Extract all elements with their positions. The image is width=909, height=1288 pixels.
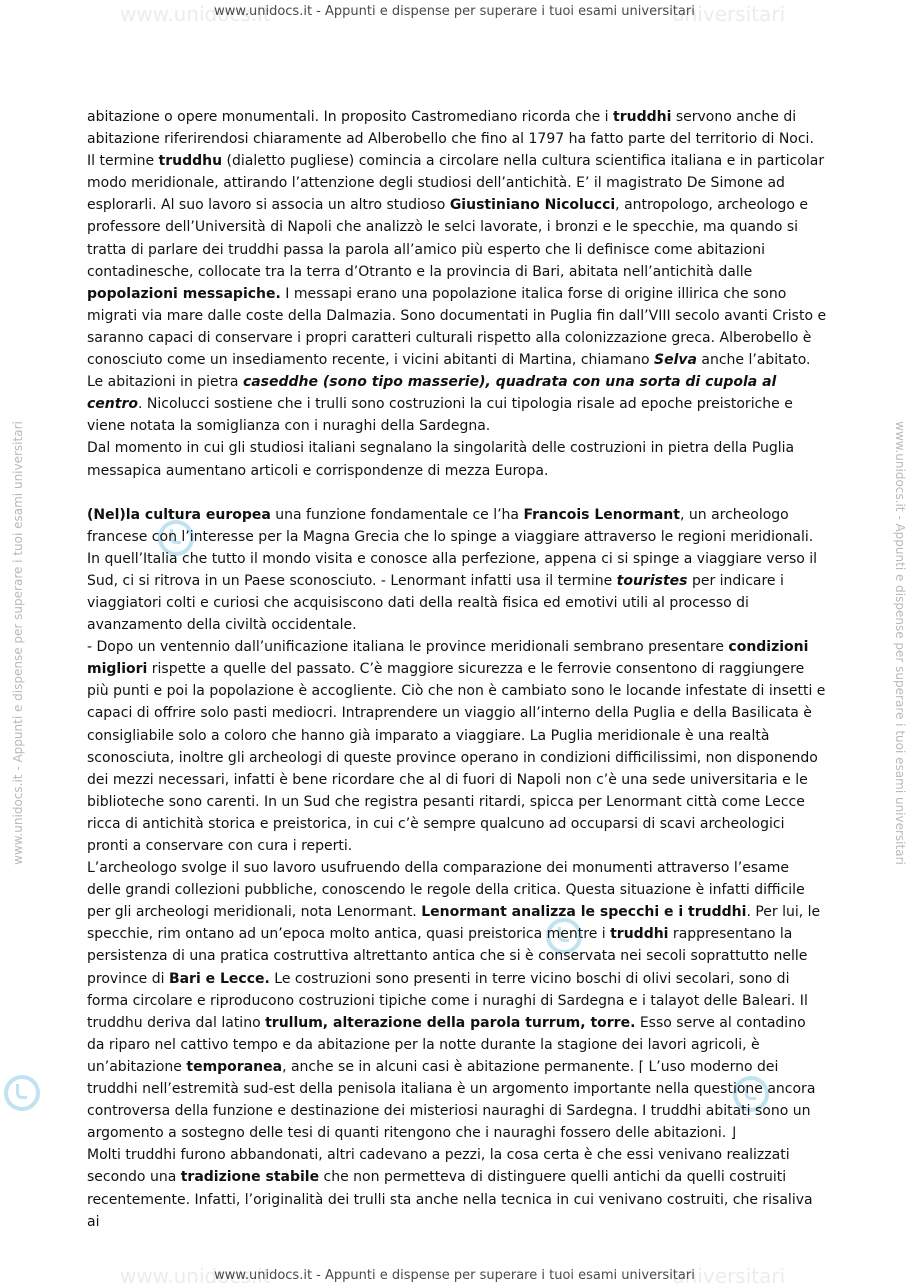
text-run: L’archeologo svolge il suo lavoro usufruendo della comparazione dei monumenti attraverso l’esame delle grandi collezioni pubbliche, conoscendo le regole della critica. Questa situazione è infatti difficile per gli archeologi meridionali, nota Lenormant. xyxy=(87,860,805,921)
paragraph xyxy=(87,636,827,857)
text-run: Molti truddhi furono abbandonati, altri cadevano a pezzi, la cosa certa è che essi venivano realizzati secondo una xyxy=(87,1147,790,1186)
text-run: Esso serve al contadino da riparo nel cattivo tempo e da abitazione per la notte durante la stagione dei lavori agricoli, è un’abitazione xyxy=(87,1014,806,1075)
paragraph xyxy=(87,857,827,1144)
emphasis-text: trullum, alterazione della parola turrum, torre. xyxy=(265,1014,636,1031)
watermark-banner-bottom: www.unidocs.it - Appunti e dispense per superare i tuoi esami universitari xyxy=(214,1268,695,1283)
text-run: - Dopo un ventennio dall’unificazione italiana le province meridionali sembrano presentare xyxy=(87,639,729,656)
paragraph xyxy=(87,371,827,437)
text-run: (dialetto pugliese) comincia a circolare nella cultura scientifica italiana e in particolar modo meridionale, attirando l’attenzione degli studiosi dell’antichità. E’ il magistrato De Simone ad esplorarli. Al suo lavoro si associa un altro studioso xyxy=(87,153,825,214)
text-run: abitazione o opere monumentali. In proposito Castromediano ricorda che i xyxy=(87,109,614,125)
emphasis-text: condizioni migliori xyxy=(87,639,809,678)
emphasis-text: Bari e Lecce. xyxy=(168,970,270,987)
watermark-ghost-top-left: www.unidocs.it xyxy=(120,2,271,26)
text-run: per indicare i viaggiatori colti e curiosi che acquisiscono dati della realtà fisica ed emotivi utili al processo di avanzamento della civiltà occidentale. xyxy=(87,572,784,634)
text-run: , un archeologo francese con l’interesse per la Magna Grecia che lo spinge a viaggiare attraverso le regioni meridionali. In quell’Italia che tutto il mondo visita e conosce alla perfezione, appena ci si spinge a viaggiare verso il Sud, ci si ritrova in un Paese sconosciuto. - Lenormant infatti usa il termine xyxy=(87,506,818,589)
watermark-ghost-bottom-right: universitari xyxy=(672,1264,786,1288)
unidocs-logo-icon xyxy=(4,1075,40,1111)
text-run: , anche se in alcuni casi è abitazione permanente. ⌈ L’uso moderno dei truddhi nell’estremità sud-est della penisola italiana è un argomento importante nella questione ancora controversa della funzione e destinazione dei misteriosi nauraghi di Sardegna. I truddhi abitati sono un argomento a sostegno delle tesi di quanti ritengono che i nauraghi fossero delle abitazioni. ⌋ xyxy=(87,1058,816,1142)
paragraph xyxy=(87,150,827,371)
emphasis-text: Lenormant analizza le specchi e i truddhi xyxy=(421,904,747,921)
text-run: Le costruzioni sono presenti in terre vicino boschi di olivi secolari, sono di forma circolare e riproducono costruzioni tipiche come i nuraghi di Sardegna e i talayot delle Baleari. Il truddhu deriva dal latino xyxy=(87,970,808,1031)
text-run: una funzione fondamentale ce l’ha xyxy=(270,506,524,523)
emphasis-text: Francois Lenormant xyxy=(523,506,680,523)
text-run: Il termine xyxy=(87,153,159,170)
watermark-side-left: www.unidocs.it - Appunti e dispense per superare i tuoi esami universitari xyxy=(11,421,25,865)
emphasis-text: truddhi xyxy=(610,926,669,943)
text-run: Le abitazioni in pietra xyxy=(87,374,243,391)
emphasis-text: touristes xyxy=(616,572,688,589)
paragraph xyxy=(87,1144,827,1232)
emphasis-text: caseddhe (sono tipo masserie), quadrata con una sorta di cupola al centro xyxy=(87,374,777,413)
emphasis-text: (Nel)la cultura europea xyxy=(87,506,271,523)
text-run: rappresentano la persistenza di una pratica costruttiva altrettanto antica che si è conservata nei secoli soprattutto nelle province di xyxy=(87,926,808,987)
document-body xyxy=(87,106,827,1233)
emphasis-text: Selva xyxy=(653,352,697,369)
paragraph xyxy=(87,504,827,637)
emphasis-text: tradizione stabile xyxy=(180,1169,320,1186)
paragraph xyxy=(87,106,827,150)
emphasis-text: temporanea xyxy=(186,1058,283,1075)
text-run: servono anche di abitazione riferirendosi chiaramente ad Alberobello che fino al 1797 ha fatto parte del territorio di Noci. xyxy=(87,109,814,148)
emphasis-text: truddhu xyxy=(158,153,223,170)
text-run: che non permetteva di distinguere quelli antichi da quelli costruiti recentemente. Infatti, l’originalità dei trulli sta anche nella tecnica in cui venivano costruiti, che risaliva ai xyxy=(87,1169,813,1230)
watermark-ghost-top-right: universitari xyxy=(672,2,786,26)
watermark-ghost-bottom-left: www.unidocs.it xyxy=(120,1264,271,1288)
text-run: , antropologo, archeologo e professore dell’Università di Napoli che analizzò le selci lavorate, i bronzi e le specchie, ma quando si tratta di parlare dei truddhi passa la parola all’amico più esperto che li definisce come abitazioni contadinesche, collocate tra la terra d’Otranto e la provincia di Bari, abitata nell’antichità dalle xyxy=(87,197,809,280)
text-run: rispette a quelle del passato. C’è maggiore sicurezza e le ferrovie consentono di raggiungere più punti e poi la popolazione è accogliente. Ciò che non è cambiato sono le locande infestate di insetti e capaci di offrire solo pasti mediocri. Intraprendere un viaggio all’interno della Puglia e della Basilicata è consigliabile solo a coloro che hanno già imparato a viaggiare. La Puglia meridionale è una realtà sconosciuta, inoltre gli archeologi di queste province operano in condizioni difficilissimi, non disponendo dei mezzi necessari, infatti è bene ricordare che al di fuori di Napoli non c’è una sede universitaria e le biblioteche sono carenti. In un Sud che registra pesanti ritardi, spicca per Lenormant città come Lecce ricca di antichità storica e preistorica, in cui c’è sempre qualcuno ad occuparsi di scavi archeologici pronti a conservare con cura i reperti. xyxy=(87,661,826,854)
text-run: I messapi erano una popolazione italica forse di origine illirica che sono migrati via mare dalle coste della Dalmazia. Sono documentati in Puglia fin dall’VIII secolo avanti Cristo e saranno capaci di conservare i propri caratteri culturali rispetto alla colonizzazione greca. Alberobello è conosciuto come un insediamento recente, i vicini abitanti di Martina, chiamano xyxy=(87,285,827,369)
text-run: Dal momento in cui gli studiosi italiani segnalano la singolarità delle costruzioni in pietra della Puglia messapica aumentano articoli e corrispondenze di mezza Europa. xyxy=(87,440,795,479)
text-run: . Per lui, le specchie, rim ontano ad un’epoca molto antica, quasi preistorica mentre i xyxy=(87,904,821,943)
text-run: . Nicolucci sostiene che i trulli sono costruzioni la cui tipologia risale ad epoche preistoriche e viene notata la somiglianza con i nuraghi della Sardegna. xyxy=(87,396,793,435)
watermark-side-right: www.unidocs.it - Appunti e dispense per superare i tuoi esami universitari xyxy=(893,421,907,865)
emphasis-text: popolazioni messapiche. xyxy=(87,285,281,302)
text-run: anche l’abitato. xyxy=(696,352,811,369)
paragraph xyxy=(87,437,827,481)
emphasis-text: Giustiniano Nicolucci xyxy=(449,197,616,214)
watermark-banner-top: www.unidocs.it - Appunti e dispense per superare i tuoi esami universitari xyxy=(214,4,695,19)
emphasis-text: truddhi xyxy=(613,109,672,125)
paragraph-gap xyxy=(87,482,827,504)
